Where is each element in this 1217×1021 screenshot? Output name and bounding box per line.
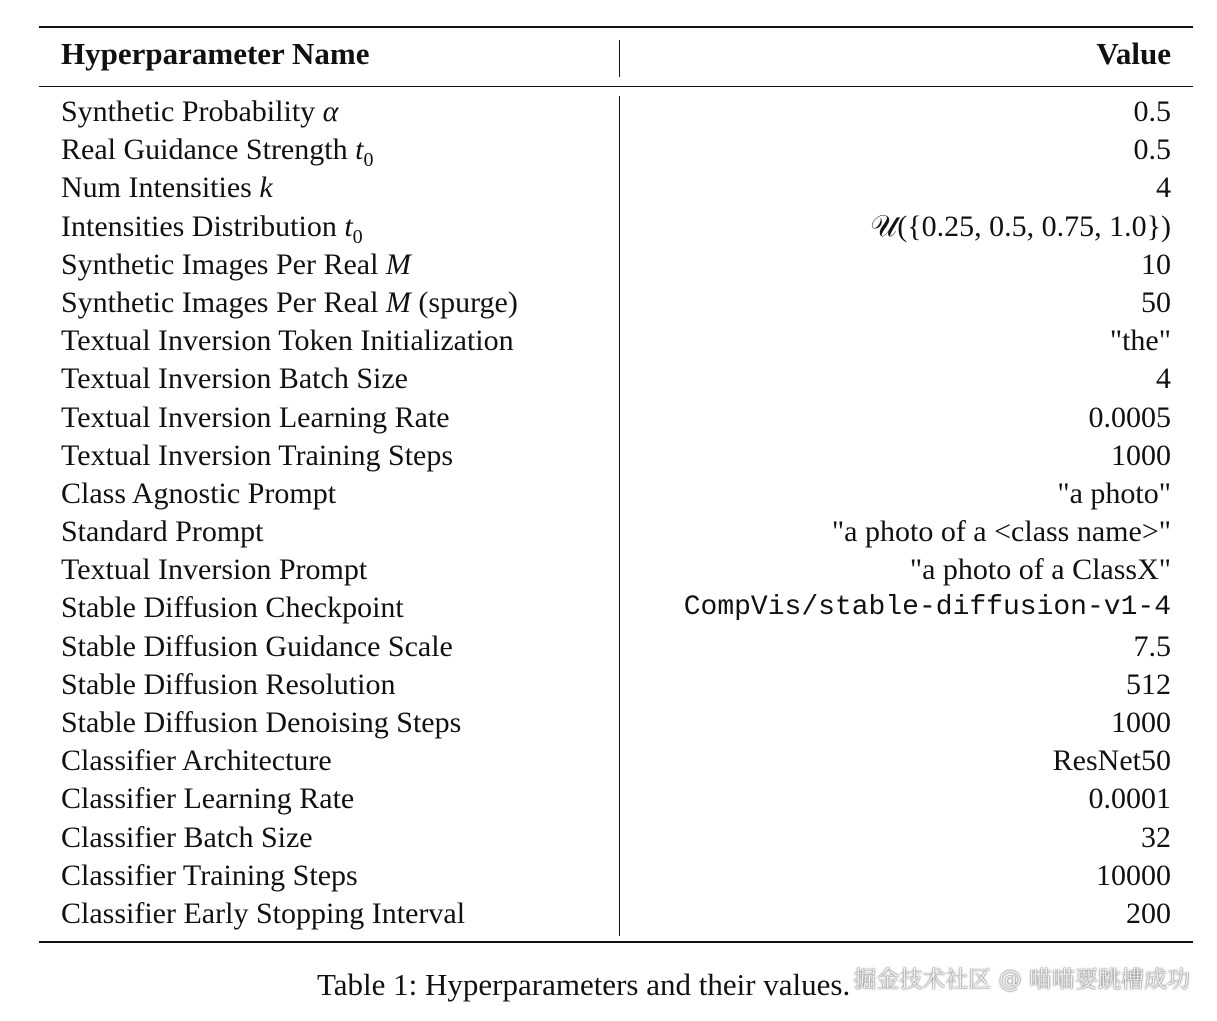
hyperparameter-name-cell [61, 819, 313, 857]
hyperparameter-name-cell [61, 780, 354, 818]
hyperparameter-value: ResNet50 [1052, 744, 1171, 778]
header-column-divider [619, 40, 620, 77]
hyperparameter-value: 32 [1141, 820, 1171, 854]
hyperparameter-name: Synthetic Images Per Real [61, 285, 386, 319]
hyperparameter-value: 0.5 [1133, 133, 1171, 167]
hyperparameter-name: Stable Diffusion Denoising Steps [61, 706, 462, 739]
hyperparameter-name-cell [61, 628, 453, 666]
hyperparameter-value: 4 [1156, 171, 1171, 205]
table-row [0, 169, 1217, 207]
hyperparameter-name: Stable Diffusion Resolution [61, 667, 396, 701]
hyperparameter-name: Num Intensities [61, 171, 260, 205]
hyperparameter-name-cell [61, 551, 367, 589]
hyperparameter-value: 10 [1141, 247, 1171, 281]
table-top-rule [39, 26, 1193, 28]
math-symbol: t [344, 209, 353, 243]
header-value: Value [1096, 36, 1171, 71]
table-row [0, 551, 1217, 589]
hyperparameter-name: Synthetic Images Per Real [61, 247, 386, 281]
hyperparameter-name-cell [61, 246, 411, 284]
table-bottom-rule [39, 941, 1193, 943]
table-row [0, 819, 1217, 857]
hyperparameter-name-cell [61, 742, 332, 780]
hyperparameter-name-cell [61, 475, 336, 513]
table-row [0, 93, 1217, 131]
hyperparameter-value: 200 [1126, 896, 1171, 930]
hyperparameter-name: Real Guidance Strength [61, 133, 356, 167]
table-row [0, 322, 1217, 360]
table-caption: Table 1: Hyperparameters and their values. [317, 967, 851, 1002]
hyperparameter-name-suffix: (spurge) [410, 285, 518, 319]
hyperparameter-name-cell [61, 704, 461, 742]
hyperparameter-name: Textual Inversion Learning Rate [61, 400, 450, 434]
table-row [0, 208, 1217, 246]
table-row [0, 589, 1217, 627]
math-subscript: 0 [363, 149, 374, 172]
math-symbol: M [385, 247, 411, 281]
table-row [0, 360, 1217, 398]
hyperparameter-name-cell [61, 437, 453, 475]
hyperparameter-name: Synthetic Probability [61, 95, 323, 128]
hyperparameter-name: Textual Inversion Training Steps [61, 438, 454, 472]
hyperparameter-value: 1000 [1111, 706, 1171, 739]
hyperparameter-name-cell [61, 360, 408, 398]
hyperparameter-name: Classifier Training Steps [61, 858, 358, 892]
math-symbol: α [322, 95, 339, 128]
hyperparameter-value: "a photo of a <class name>" [831, 515, 1171, 549]
table-row [0, 437, 1217, 475]
hyperparameter-name: Textual Inversion Token Initialization [61, 324, 514, 358]
site-watermark: 掘金技术社区 @ 喵喵要跳槽成功 [853, 967, 1190, 993]
hyperparameter-name: Classifier Learning Rate [61, 782, 355, 816]
table-row [0, 246, 1217, 284]
table-row [0, 704, 1217, 742]
table-row [0, 399, 1217, 437]
hyperparameter-name: Classifier Architecture [61, 744, 332, 778]
hyperparameter-name: Stable Diffusion Checkpoint [61, 591, 404, 625]
hyperparameter-value: 10000 [1096, 858, 1171, 892]
hyperparameter-value: 1000 [1111, 438, 1171, 472]
table-row [0, 284, 1217, 322]
hyperparameter-value: 𝒰({0.25, 0.5, 0.75, 1.0}) [870, 209, 1171, 243]
hyperparameter-name-cell [61, 169, 273, 207]
table-row [0, 895, 1217, 933]
math-subscript: 0 [352, 225, 363, 248]
hyperparameter-value: "a photo of a ClassX" [909, 553, 1171, 587]
hyperparameter-name-cell [61, 399, 450, 437]
hyperparameter-name: Standard Prompt [61, 515, 264, 549]
hyperparameter-table-body [0, 93, 1217, 933]
table-row [0, 780, 1217, 818]
hyperparameter-value: 0.0001 [1088, 782, 1171, 816]
hyperparameter-name: Intensities Distribution [61, 209, 345, 243]
table-header-rule [39, 86, 1193, 87]
table-row [0, 628, 1217, 666]
hyperparameter-value: "the" [1109, 324, 1171, 358]
math-symbol: k [259, 171, 273, 205]
hyperparameter-name: Class Agnostic Prompt [61, 476, 337, 510]
math-symbol: M [385, 285, 411, 319]
table-row [0, 475, 1217, 513]
hyperparameter-value: CompVis/stable-diffusion-v1-4 [683, 592, 1171, 624]
hyperparameter-name-cell [61, 284, 518, 322]
hyperparameter-name-cell [61, 857, 358, 895]
header-hyperparameter-name: Hyperparameter Name [61, 36, 370, 71]
hyperparameter-name-cell [61, 513, 264, 551]
table-row [0, 131, 1217, 172]
hyperparameter-name: Classifier Batch Size [61, 820, 313, 854]
hyperparameter-value: "a photo" [1057, 476, 1171, 510]
hyperparameter-name-cell [61, 208, 363, 246]
hyperparameter-name: Textual Inversion Batch Size [61, 362, 408, 396]
math-symbol: t [355, 133, 364, 167]
hyperparameter-name-cell [61, 131, 374, 172]
table-row [0, 513, 1217, 551]
hyperparameter-value: 50 [1141, 285, 1171, 319]
hyperparameter-value: 4 [1156, 362, 1171, 396]
hyperparameter-name-cell [61, 93, 338, 131]
table-row [0, 666, 1217, 704]
hyperparameter-name-cell [61, 589, 404, 627]
table-row [0, 742, 1217, 780]
hyperparameter-name-cell [61, 322, 514, 360]
hyperparameter-name: Stable Diffusion Guidance Scale [61, 629, 453, 663]
hyperparameter-value: 0.5 [1133, 95, 1171, 128]
hyperparameter-value: 512 [1126, 667, 1171, 701]
table-row [0, 857, 1217, 895]
hyperparameter-name: Classifier Early Stopping Interval [61, 896, 466, 930]
hyperparameter-name-cell [61, 895, 465, 933]
hyperparameter-name: Textual Inversion Prompt [61, 553, 368, 587]
hyperparameter-value: 0.0005 [1088, 400, 1171, 434]
hyperparameter-value: 7.5 [1133, 629, 1171, 663]
hyperparameter-name-cell [61, 666, 395, 704]
